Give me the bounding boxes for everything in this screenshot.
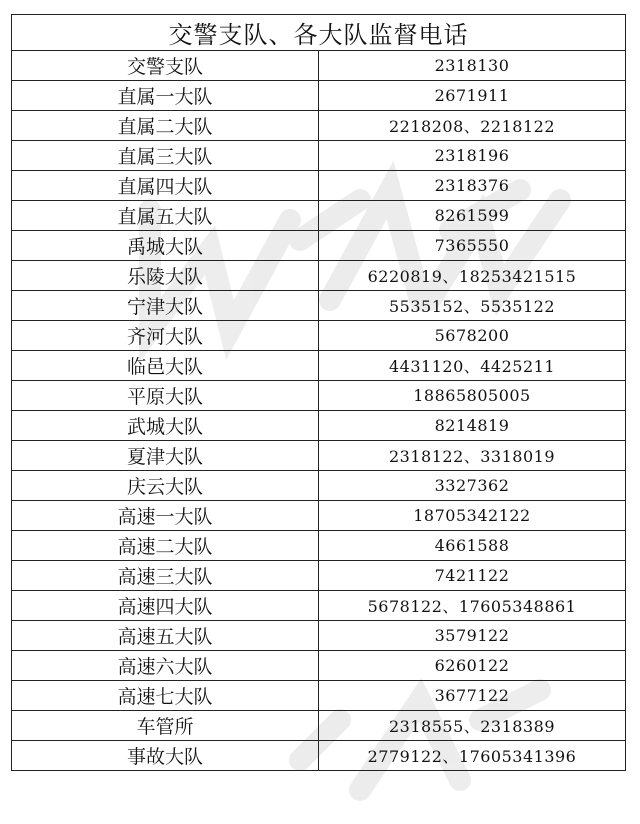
table-row <box>12 291 626 321</box>
table-row <box>12 111 626 141</box>
phone-number-cell: 6260122 <box>319 651 626 681</box>
unit-name-cell: 车管所 <box>12 711 319 741</box>
table-row <box>12 591 626 621</box>
table-row <box>12 411 626 441</box>
phone-number-cell: 2318555、2318389 <box>319 711 626 741</box>
table-row <box>12 741 626 771</box>
table-row <box>12 261 626 291</box>
phone-number-cell: 5678122、17605348861 <box>319 591 626 621</box>
unit-name-cell: 高速三大队 <box>12 561 319 591</box>
phone-number-cell: 3677122 <box>319 681 626 711</box>
phone-number-cell: 4431120、4425211 <box>319 351 626 381</box>
phone-directory-table <box>11 14 626 771</box>
table-row <box>12 321 626 351</box>
unit-name-cell: 高速五大队 <box>12 621 319 651</box>
phone-number-cell: 2318130 <box>319 51 626 81</box>
phone-number-cell: 5678200 <box>319 321 626 351</box>
table-row <box>12 501 626 531</box>
unit-name-cell: 齐河大队 <box>12 321 319 351</box>
phone-number-cell: 5535152、5535122 <box>319 291 626 321</box>
table-row <box>12 231 626 261</box>
phone-number-cell: 3579122 <box>319 621 626 651</box>
phone-number-cell: 4661588 <box>319 531 626 561</box>
unit-name-cell: 高速一大队 <box>12 501 319 531</box>
phone-number-cell: 2318196 <box>319 141 626 171</box>
table-row <box>12 351 626 381</box>
table-row <box>12 381 626 411</box>
unit-name-cell: 直属三大队 <box>12 141 319 171</box>
table-row <box>12 531 626 561</box>
table-row <box>12 201 626 231</box>
table-row <box>12 471 626 501</box>
phone-number-cell: 2779122、17605341396 <box>319 741 626 771</box>
unit-name-cell: 高速二大队 <box>12 531 319 561</box>
unit-name-cell: 高速七大队 <box>12 681 319 711</box>
table-row <box>12 51 626 81</box>
phone-number-cell: 2671911 <box>319 81 626 111</box>
phone-number-cell: 7421122 <box>319 561 626 591</box>
phone-number-cell: 2318376 <box>319 171 626 201</box>
unit-name-cell: 直属四大队 <box>12 171 319 201</box>
unit-name-cell: 武城大队 <box>12 411 319 441</box>
table-row <box>12 441 626 471</box>
unit-name-cell: 庆云大队 <box>12 471 319 501</box>
unit-name-cell: 临邑大队 <box>12 351 319 381</box>
table-row <box>12 561 626 591</box>
unit-name-cell: 直属二大队 <box>12 111 319 141</box>
phone-number-cell: 2218208、2218122 <box>319 111 626 141</box>
table-row <box>12 141 626 171</box>
unit-name-cell: 夏津大队 <box>12 441 319 471</box>
table-title: 交警支队、各大队监督电话 <box>12 15 626 51</box>
phone-number-cell: 8261599 <box>319 201 626 231</box>
unit-name-cell: 直属一大队 <box>12 81 319 111</box>
unit-name-cell: 宁津大队 <box>12 291 319 321</box>
phone-number-cell: 7365550 <box>319 231 626 261</box>
table-row <box>12 621 626 651</box>
table-row <box>12 171 626 201</box>
unit-name-cell: 直属五大队 <box>12 201 319 231</box>
unit-name-cell: 平原大队 <box>12 381 319 411</box>
phone-number-cell: 2318122、3318019 <box>319 441 626 471</box>
table-row <box>12 711 626 741</box>
unit-name-cell: 禹城大队 <box>12 231 319 261</box>
unit-name-cell: 乐陵大队 <box>12 261 319 291</box>
title-row <box>12 15 626 51</box>
phone-number-cell: 18705342122 <box>319 501 626 531</box>
table-row <box>12 81 626 111</box>
unit-name-cell: 交警支队 <box>12 51 319 81</box>
unit-name-cell: 事故大队 <box>12 741 319 771</box>
unit-name-cell: 高速四大队 <box>12 591 319 621</box>
phone-number-cell: 6220819、18253421515 <box>319 261 626 291</box>
table-row <box>12 681 626 711</box>
table-row <box>12 651 626 681</box>
phone-number-cell: 18865805005 <box>319 381 626 411</box>
phone-number-cell: 8214819 <box>319 411 626 441</box>
unit-name-cell: 高速六大队 <box>12 651 319 681</box>
phone-number-cell: 3327362 <box>319 471 626 501</box>
